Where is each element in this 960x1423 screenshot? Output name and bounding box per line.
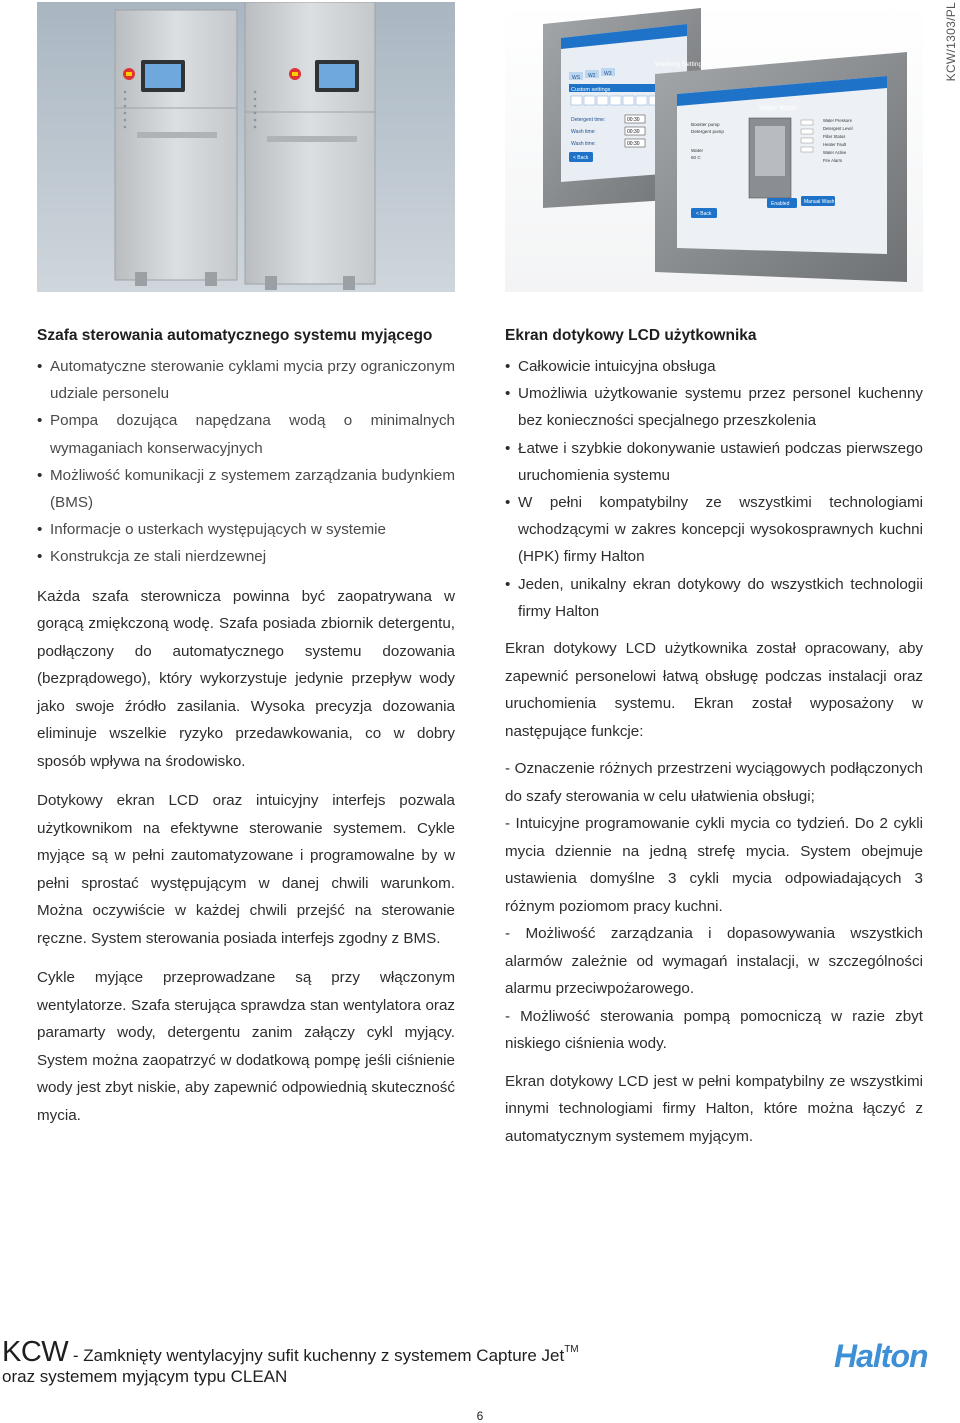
right-heading: Ekran dotykowy LCD użytkownika [505,327,757,344]
trademark: TM [564,1344,579,1355]
paragraph: - Intuicyjne programowanie cykli mycia co tydzień. Do 2 cykli mycia dziennie na jedną strefę mycia. System obejmuje ustawienia domyślne 3 cykli mycia odpowiadających 3 różnym poziomom pracy kuchni. [505,815,923,915]
screen-status-item: Fire Alarm [823,158,843,163]
list-item: • Łatwe i szybkie dokonywanie ustawień podczas pierwszego uruchomienia systemu [505,435,923,489]
paragraph: - Oznaczenie różnych przestrzeni wyciągowych podłączonych do szafy sterowania w celu ułatwienia obsługi; [505,760,923,805]
screen-row-label: Wash time: [571,129,596,135]
touchscreen-front [655,52,907,282]
cabinet-right [245,2,375,290]
touchscreens-photo [505,2,923,292]
cabinet-photo [37,2,455,292]
screen-title: Water Wash [759,105,797,112]
screen-manual-wash-button: Manual Wash [804,199,835,205]
list-item: • Umożliwia użytkowanie systemu przez personel kuchenny bez konieczności specjalnego przeszkolenia [505,380,923,434]
screen-status-item: Detergent Level [823,126,853,131]
left-heading: Szafa sterowania automatycznego systemu myjącego [37,327,433,344]
screen-title: Washing Settings [655,61,706,68]
screen-status-item: Filter Status [823,134,846,139]
list-item: • Konstrukcja ze stali nierdzewnej [37,543,455,570]
screen-back-button: < Back [573,155,589,161]
list-item: • Jeden, unikalny ekran dotykowy do wszystkich technologii firmy Halton [505,571,923,625]
list-item: • Informacje o usterkach występujących w systemie [37,516,455,543]
paragraph: Każda szafa sterownicza powinna być zaopatrywana w gorącą zmiękczoną wodę. Szafa posiada zbiornik detergentu, podłączony do automatycznego systemu dozowania (bezprądowego), który wykorzystuje jedynie przepływ wody jako swoje źródło zasilania. Wysoka precyzja dozowania eliminuje wszelkie ryzyko przedawkowania, co w dobry sposób wpływa na środowisko. [37,587,455,770]
screen-row-label: Detergent time: [571,117,606,123]
screen-back-button: < Back [696,211,712,217]
paragraph: Ekran dotykowy LCD jest w pełni kompatybilny ze wszystkimi innymi technologiami firmy Halton, które można łączyć z automatycznym systemem myjącym. [505,1072,923,1145]
screen-row-value: 00:30 [627,129,640,135]
screen-water-label: Water [691,148,704,153]
left-bullet-list [37,353,455,571]
footer [2,1336,822,1388]
paragraph: Cykle myjące przeprowadzane są przy włączonym wentylatorze. Szafa sterująca sprawdza stan wentylatora oraz paramarty wody, detergentu zanim załączy cykl myjący. System można zaopatrzyć w dodatkową pompę jeśli ciśnienie wody jest zbyt niskie, aby zapewnić odpowiednią skuteczność mycia. [37,969,455,1124]
product-description: - Zamknięty wentylacyjny sufit kuchenny z systemem Capture Jet [68,1346,565,1365]
paragraph: Ekran dotykowy LCD użytkownika został opracowany, aby zapewnić personelowi łatwą obsługę podczas instalacji oraz uruchomienia systemu. Ekran został wyposażony w następujące funkcje: [505,640,923,740]
right-bullet-list [505,353,923,625]
screen-status-item: Heater Fault [823,142,847,147]
paragraph: - Możliwość zarządzania i dopasowywania wszystkich alarmów zależnie od wymagań instalacji, w szczególności alarmu przeciwpożarowego. [505,925,923,998]
paragraph: Dotykowy ekran LCD oraz intuicyjny interfejs pozwala użytkownikom na efektywne sterowanie systemem. Cykle myjące są w pełni zautomatyzowane i programowalne by w pełni sprostać występującym w danej chwili warunkom. Można oczywiście w każdej chwili przejść na sterowanie ręczne. System sterowania posiada interfejs zgodny z BMS. [37,792,455,947]
screen-tab: WS [572,75,581,81]
screen-left-item: Booster pump [691,122,720,127]
footer-subtitle: oraz systemem myjącym typu CLEAN [2,1367,288,1386]
list-item: • Całkowicie intuicyjna obsługa [505,353,923,380]
screen-status-item: Water Pressure [823,118,852,123]
list-item: • Automatyczne sterowanie cyklami mycia przy ograniczonym udziale personelu [37,353,455,407]
page-number: 6 [476,1409,484,1423]
screen-left-item: Detergent pump [691,129,724,134]
screen-panel-title: Custom settings [571,87,611,93]
paragraph: - Możliwość sterowania pompą pomocniczą w razie zbyt niskiego ciśnienia wody. [505,1007,923,1053]
screen-enabled-button: Enabled [771,201,790,207]
cabinet-left [115,10,237,286]
screen-status-item: Water Active [823,150,847,155]
list-item: • Pompa dozująca napędzana wodą o minimalnych wymaganiach konserwacyjnych [37,407,455,461]
footer-title [2,1336,822,1368]
product-code: KCW [2,1336,69,1368]
list-item: • W pełni kompatybilny ze wszystkimi technologiami wchodzącymi w zakres koncepcji wysokosprawnych kuchni (HPK) firmy Halton [505,489,923,571]
halton-logo [832,1338,958,1372]
right-column [505,322,923,1160]
screen-row-label: Wash time: [571,141,596,147]
list-item: • Możliwość komunikacji z systemem zarządzania budynkiem (BMS) [37,462,455,516]
screen-tab: W3 [604,71,612,77]
screen-water-value: 50 C [691,155,701,160]
document-code: KCW/1303/PL [944,2,958,82]
left-column [37,322,455,1139]
screen-row-value: 00:30 [627,117,640,123]
screen-row-value: 00:30 [627,141,640,147]
logo-text: Halton [834,1338,928,1372]
screen-tab: W2 [588,73,596,79]
